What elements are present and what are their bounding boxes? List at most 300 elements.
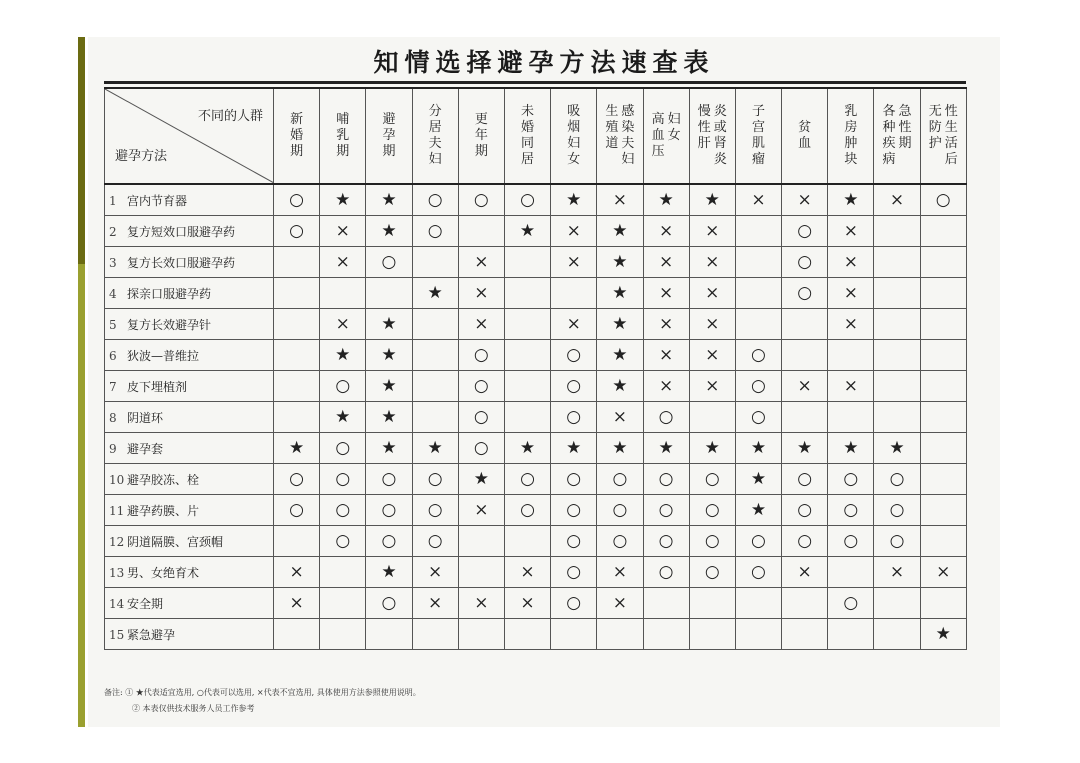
suitability-cell: × (828, 216, 874, 247)
suitability-cell: ★ (412, 278, 458, 309)
method-name: 复方长效避孕针 (127, 317, 212, 332)
suitability-cell (874, 402, 920, 433)
table-row (105, 309, 967, 340)
suitability-cell (366, 278, 412, 309)
suitability-cell: × (458, 588, 504, 619)
suitability-cell (458, 526, 504, 557)
suitability-cell: × (274, 588, 320, 619)
suitability-cell (689, 402, 735, 433)
suitability-cell: ○ (735, 340, 781, 371)
suitability-cell: ○ (551, 526, 597, 557)
suitability-cell: ○ (782, 278, 828, 309)
group-header-label: 贫血 (798, 120, 812, 151)
suitability-cell: × (597, 184, 643, 216)
suitability-cell: × (828, 278, 874, 309)
group-header-cell (458, 88, 504, 184)
row-number: 2 (109, 224, 117, 239)
suitability-cell: ○ (412, 526, 458, 557)
suitability-cell (274, 340, 320, 371)
suitability-cell: × (643, 216, 689, 247)
suitability-cell: ○ (920, 184, 966, 216)
suitability-cell (920, 309, 966, 340)
group-header-label: 更年期 (474, 112, 488, 159)
method-name: 避孕胶冻、栓 (127, 472, 200, 487)
row-number: 9 (109, 441, 117, 456)
table-row (105, 278, 967, 309)
suitability-cell: ○ (504, 495, 550, 526)
suitability-cell (920, 371, 966, 402)
suitability-cell: × (597, 588, 643, 619)
suitability-cell (782, 402, 828, 433)
suitability-cell: ○ (366, 495, 412, 526)
suitability-cell: ★ (504, 433, 550, 464)
group-header-label-part: 无防护 (928, 104, 942, 151)
group-header-label-part: 各种疾病 (882, 104, 896, 167)
suitability-cell: ★ (597, 247, 643, 278)
group-header-cell (689, 88, 735, 184)
suitability-cell: ○ (504, 464, 550, 495)
suitability-cell: × (643, 278, 689, 309)
suitability-cell (274, 371, 320, 402)
suitability-cell: × (504, 588, 550, 619)
suitability-cell: ★ (366, 371, 412, 402)
header-row (105, 88, 967, 184)
suitability-cell (274, 278, 320, 309)
method-name: 皮下埋植剂 (127, 379, 188, 394)
group-header-cell (920, 88, 966, 184)
suitability-cell: ○ (320, 526, 366, 557)
suitability-cell (735, 278, 781, 309)
suitability-cell (920, 526, 966, 557)
suitability-cell: × (689, 309, 735, 340)
group-header-cell (412, 88, 458, 184)
suitability-cell: × (320, 247, 366, 278)
suitability-cell: ★ (828, 184, 874, 216)
suitability-cell: ○ (874, 526, 920, 557)
suitability-cell (320, 557, 366, 588)
title-rule (104, 81, 966, 84)
footnote-line: ② 本表仅供技术服务人员工作参考 (132, 704, 255, 713)
group-header-label-part: 生殖道 (605, 104, 619, 151)
table-body (105, 184, 967, 650)
method-cell (105, 526, 274, 557)
row-number: 1 (109, 193, 117, 208)
method-cell (105, 464, 274, 495)
group-header-label (597, 104, 642, 168)
group-header-label: 未婚同居 (521, 104, 535, 167)
population-header-label: 不同的人群 (197, 109, 263, 124)
suitability-cell (782, 619, 828, 650)
row-number: 10 (109, 472, 125, 487)
suitability-cell: ○ (458, 371, 504, 402)
suitability-cell: × (735, 184, 781, 216)
group-header-label: 吸烟妇女 (567, 104, 581, 167)
row-number: 6 (109, 348, 117, 363)
suitability-cell: ○ (689, 464, 735, 495)
suitability-cell: × (828, 371, 874, 402)
suitability-cell: ★ (689, 184, 735, 216)
suitability-cell: ○ (782, 495, 828, 526)
footnote-line: 备注: ① ★代表适宜选用, ○代表可以选用, ×代表不宜选用, 具体使用方法参照使用说明。 (104, 688, 421, 697)
group-header-label-part: 高血压 (651, 112, 665, 159)
suitability-cell (920, 464, 966, 495)
suitability-cell (828, 557, 874, 588)
suitability-cell: ★ (366, 309, 412, 340)
suitability-cell: ★ (551, 433, 597, 464)
suitability-cell: × (551, 309, 597, 340)
corner-diagonal-line (105, 89, 274, 183)
method-cell (105, 184, 274, 216)
suitability-cell (920, 216, 966, 247)
suitability-cell: ○ (689, 526, 735, 557)
suitability-cell (320, 619, 366, 650)
suitability-cell (504, 247, 550, 278)
suitability-cell (412, 402, 458, 433)
suitability-cell: × (782, 557, 828, 588)
method-cell (105, 402, 274, 433)
suitability-cell (920, 402, 966, 433)
group-header-label: 分居夫妇 (428, 104, 442, 167)
method-cell (105, 371, 274, 402)
suitability-cell: ○ (735, 526, 781, 557)
suitability-cell: ○ (643, 557, 689, 588)
suitability-cell (874, 247, 920, 278)
suitability-cell: ○ (643, 464, 689, 495)
group-header-cell (735, 88, 781, 184)
suitability-cell: × (643, 340, 689, 371)
suitability-cell: ★ (320, 402, 366, 433)
method-name: 安全期 (127, 596, 164, 611)
suitability-cell (735, 309, 781, 340)
suitability-cell: × (412, 588, 458, 619)
slide-accent-bar-light (78, 264, 85, 727)
suitability-cell (735, 247, 781, 278)
suitability-cell: ○ (412, 184, 458, 216)
group-header-label: 子宫肌瘤 (751, 104, 765, 167)
method-cell (105, 278, 274, 309)
suitability-cell: ○ (874, 464, 920, 495)
contraception-table (104, 87, 967, 650)
suitability-cell: ○ (643, 526, 689, 557)
suitability-cell: ★ (320, 340, 366, 371)
suitability-cell: ○ (828, 495, 874, 526)
suitability-cell: ★ (366, 402, 412, 433)
suitability-cell (412, 247, 458, 278)
suitability-cell: ★ (597, 340, 643, 371)
suitability-cell: ○ (874, 495, 920, 526)
suitability-cell: ○ (551, 495, 597, 526)
suitability-cell: ○ (782, 464, 828, 495)
suitability-cell (920, 278, 966, 309)
suitability-cell (735, 619, 781, 650)
suitability-cell: × (689, 247, 735, 278)
suitability-cell (412, 309, 458, 340)
suitability-cell: ○ (320, 433, 366, 464)
row-number: 8 (109, 410, 117, 425)
suitability-cell: ○ (597, 495, 643, 526)
suitability-cell: × (643, 309, 689, 340)
suitability-cell: × (504, 557, 550, 588)
suitability-cell (874, 340, 920, 371)
method-cell (105, 340, 274, 371)
suitability-cell: ★ (274, 433, 320, 464)
table-row (105, 371, 967, 402)
suitability-cell (412, 340, 458, 371)
suitability-cell: ★ (735, 433, 781, 464)
suitability-cell: ○ (551, 464, 597, 495)
suitability-cell: × (551, 216, 597, 247)
suitability-cell: × (689, 216, 735, 247)
suitability-cell: × (782, 184, 828, 216)
suitability-cell: × (458, 247, 504, 278)
method-cell (105, 495, 274, 526)
suitability-cell (643, 619, 689, 650)
suitability-cell: ○ (643, 402, 689, 433)
suitability-cell: ○ (274, 216, 320, 247)
method-header-label: 避孕方法 (115, 149, 168, 164)
suitability-cell (920, 588, 966, 619)
suitability-cell (504, 526, 550, 557)
group-header-cell (828, 88, 874, 184)
suitability-cell: × (458, 495, 504, 526)
table-row (105, 526, 967, 557)
suitability-cell (874, 371, 920, 402)
method-cell (105, 557, 274, 588)
suitability-cell: × (412, 557, 458, 588)
suitability-cell (551, 619, 597, 650)
group-header-cell (782, 88, 828, 184)
group-header-cell (597, 88, 643, 184)
suitability-cell (828, 340, 874, 371)
suitability-cell: ○ (458, 184, 504, 216)
group-header-label (644, 112, 689, 160)
suitability-cell: ★ (366, 557, 412, 588)
suitability-cell: ○ (782, 216, 828, 247)
group-header-cell (366, 88, 412, 184)
group-header-label (874, 104, 919, 168)
suitability-cell: ○ (643, 495, 689, 526)
method-name: 男、女绝育术 (127, 565, 200, 580)
table-row (105, 619, 967, 650)
method-name: 宫内节育器 (127, 193, 188, 208)
row-number: 7 (109, 379, 117, 394)
method-name: 阴道隔膜、宫颈帽 (127, 534, 224, 549)
row-number: 3 (109, 255, 117, 270)
suitability-cell: ★ (597, 278, 643, 309)
suitability-cell: × (689, 278, 735, 309)
suitability-cell: ○ (689, 557, 735, 588)
suitability-cell (274, 526, 320, 557)
method-cell (105, 433, 274, 464)
suitability-cell: × (597, 557, 643, 588)
group-header-cell (874, 88, 920, 184)
suitability-cell: × (689, 340, 735, 371)
suitability-cell (874, 619, 920, 650)
suitability-cell: ★ (551, 184, 597, 216)
suitability-cell: ○ (320, 464, 366, 495)
suitability-cell (504, 278, 550, 309)
suitability-cell: ○ (320, 371, 366, 402)
suitability-cell: ★ (735, 495, 781, 526)
suitability-cell: × (782, 371, 828, 402)
suitability-cell (504, 309, 550, 340)
suitability-cell (874, 278, 920, 309)
table-row (105, 340, 967, 371)
suitability-cell (320, 278, 366, 309)
suitability-cell: ○ (782, 247, 828, 278)
suitability-cell (274, 402, 320, 433)
suitability-cell (689, 588, 735, 619)
suitability-cell (274, 309, 320, 340)
suitability-cell: ○ (320, 495, 366, 526)
row-number: 13 (109, 565, 125, 580)
scanned-document (88, 37, 1000, 727)
suitability-cell: ○ (274, 184, 320, 216)
suitability-cell: × (597, 402, 643, 433)
method-name: 避孕药膜、片 (127, 503, 200, 518)
suitability-cell: ★ (597, 433, 643, 464)
suitability-cell: ★ (366, 216, 412, 247)
suitability-cell (920, 433, 966, 464)
suitability-cell (504, 371, 550, 402)
suitability-cell (689, 619, 735, 650)
suitability-cell (828, 619, 874, 650)
method-name: 探亲口服避孕药 (127, 286, 212, 301)
group-header-label: 新婚期 (290, 112, 304, 159)
suitability-cell (874, 216, 920, 247)
suitability-cell (735, 588, 781, 619)
suitability-cell (274, 619, 320, 650)
method-name: 避孕套 (127, 441, 164, 456)
method-name: 复方长效口服避孕药 (127, 255, 236, 270)
suitability-cell: × (458, 278, 504, 309)
suitability-cell: ○ (504, 184, 550, 216)
suitability-cell: × (320, 309, 366, 340)
table-row (105, 247, 967, 278)
suitability-cell (320, 588, 366, 619)
method-cell (105, 588, 274, 619)
group-header-label-part: 妇女 (667, 112, 681, 143)
suitability-cell: ○ (551, 557, 597, 588)
suitability-cell: ★ (458, 464, 504, 495)
suitability-cell: × (643, 371, 689, 402)
row-number: 15 (109, 627, 125, 642)
suitability-cell: ○ (551, 588, 597, 619)
row-number: 4 (109, 286, 117, 301)
group-header-cell (504, 88, 550, 184)
suitability-cell: ★ (597, 216, 643, 247)
suitability-cell: ○ (828, 588, 874, 619)
suitability-cell: ○ (366, 526, 412, 557)
suitability-cell: × (920, 557, 966, 588)
method-name: 阴道环 (127, 410, 164, 425)
suitability-cell (735, 216, 781, 247)
suitability-cell: × (551, 247, 597, 278)
suitability-cell: × (874, 557, 920, 588)
suitability-cell (504, 619, 550, 650)
suitability-cell (643, 588, 689, 619)
suitability-cell (782, 588, 828, 619)
suitability-cell (366, 619, 412, 650)
group-header-label-part: 炎或肾炎 (713, 104, 727, 167)
suitability-cell: ○ (458, 340, 504, 371)
group-header-cell (551, 88, 597, 184)
footnotes (104, 685, 421, 717)
suitability-cell: ★ (643, 184, 689, 216)
suitability-cell (782, 340, 828, 371)
group-header-label: 避孕期 (382, 112, 396, 159)
suitability-cell: ○ (458, 433, 504, 464)
table-row (105, 433, 967, 464)
group-header-label (921, 104, 966, 168)
group-header-label (690, 104, 735, 168)
group-header-cell (643, 88, 689, 184)
suitability-cell: ★ (920, 619, 966, 650)
suitability-cell: × (274, 557, 320, 588)
suitability-cell: ○ (274, 495, 320, 526)
method-name: 狄波—普维拉 (127, 348, 200, 363)
suitability-cell: ★ (643, 433, 689, 464)
suitability-cell: ○ (274, 464, 320, 495)
suitability-cell (782, 309, 828, 340)
group-header-label: 乳房肿块 (844, 104, 858, 167)
suitability-cell: ★ (689, 433, 735, 464)
table-row (105, 216, 967, 247)
suitability-cell: ○ (551, 371, 597, 402)
method-cell (105, 619, 274, 650)
row-number: 11 (109, 503, 125, 518)
suitability-cell (458, 216, 504, 247)
slide-accent-bar-dark (78, 37, 85, 264)
suitability-cell: ○ (689, 495, 735, 526)
suitability-cell: × (689, 371, 735, 402)
suitability-cell: ★ (366, 340, 412, 371)
suitability-cell: × (458, 309, 504, 340)
suitability-cell: ○ (782, 526, 828, 557)
suitability-cell: ○ (412, 216, 458, 247)
suitability-cell: ○ (597, 526, 643, 557)
group-header-label-part: 慢性肝 (697, 104, 711, 151)
suitability-cell: ○ (366, 588, 412, 619)
suitability-cell (458, 557, 504, 588)
suitability-cell (597, 619, 643, 650)
table-row (105, 588, 967, 619)
suitability-cell (458, 619, 504, 650)
suitability-cell: ○ (735, 371, 781, 402)
method-cell (105, 247, 274, 278)
suitability-cell (874, 309, 920, 340)
suitability-cell: ○ (597, 464, 643, 495)
suitability-cell: ○ (551, 402, 597, 433)
method-cell (105, 309, 274, 340)
row-number: 14 (109, 596, 125, 611)
table-row (105, 464, 967, 495)
suitability-cell: ★ (597, 371, 643, 402)
table-row (105, 402, 967, 433)
group-header-label-part: 性生活后 (944, 104, 958, 167)
suitability-cell: ★ (597, 309, 643, 340)
suitability-cell (920, 340, 966, 371)
group-header-label-part: 感染夫妇 (621, 104, 635, 167)
suitability-cell: ○ (551, 340, 597, 371)
suitability-cell: × (643, 247, 689, 278)
page-title: 知情选择避孕方法速查表 (373, 48, 715, 77)
row-number: 5 (109, 317, 117, 332)
group-header-cell (320, 88, 366, 184)
suitability-cell (504, 340, 550, 371)
suitability-cell (412, 371, 458, 402)
suitability-cell: ★ (504, 216, 550, 247)
